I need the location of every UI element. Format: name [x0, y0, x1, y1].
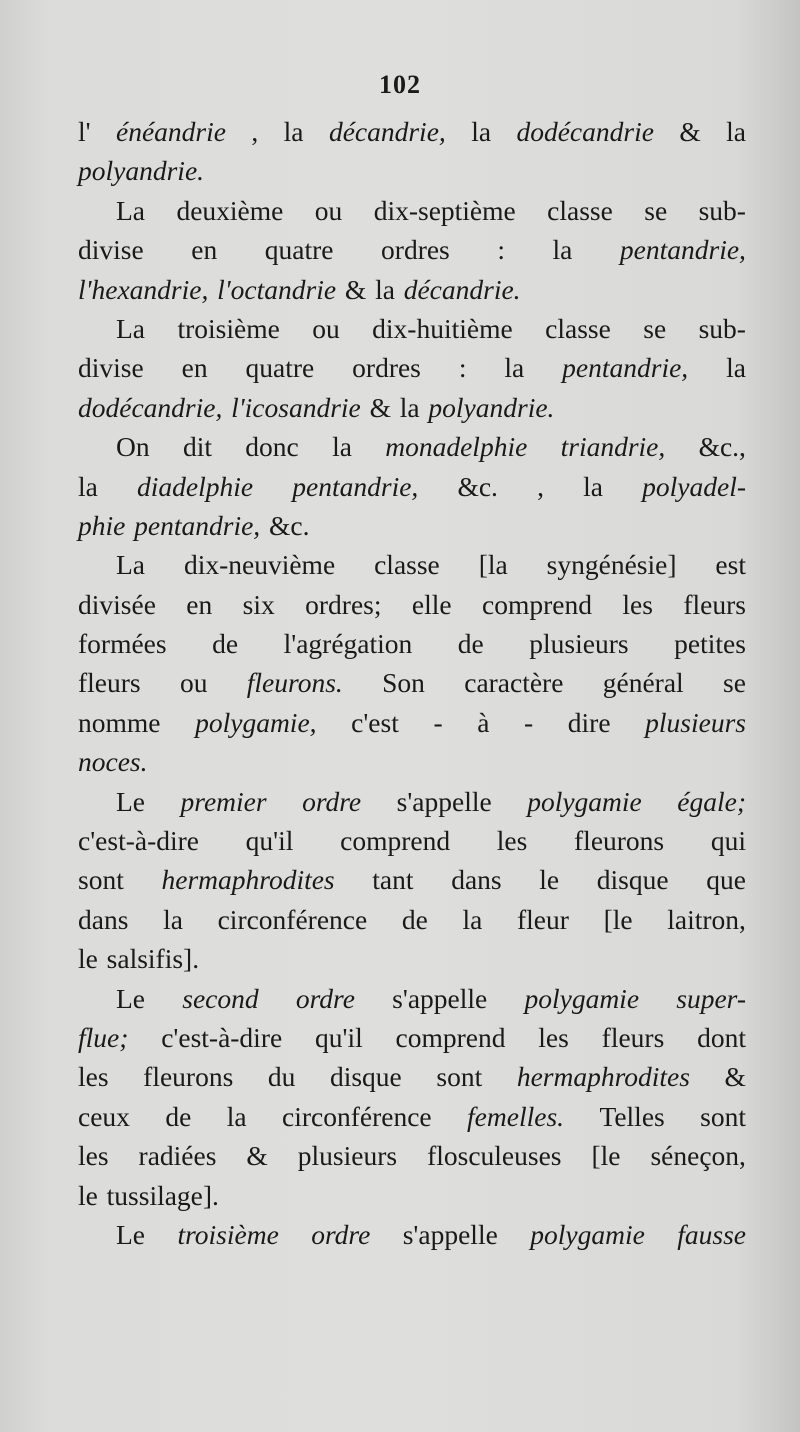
text-line: [78, 388, 746, 427]
word: se: [644, 194, 668, 226]
word: divisée: [78, 588, 156, 620]
word: deuxième: [176, 194, 284, 226]
italic-word: super-: [676, 982, 746, 1014]
italic-word: l'icosandrie: [231, 391, 361, 423]
italic-word: troisième: [177, 1218, 279, 1250]
italic-word: fausse: [677, 1218, 746, 1250]
italic-word: polygamie: [524, 982, 640, 1014]
word: s'appelle: [396, 785, 492, 817]
text-line: [78, 309, 746, 348]
word: les: [78, 1061, 109, 1093]
word: la: [471, 116, 492, 147]
word: comprend: [395, 1021, 506, 1053]
word: le: [78, 943, 98, 975]
italic-word: pentandrie,: [562, 352, 689, 384]
italic-word: polyandrie.: [78, 155, 205, 187]
word: dans: [451, 864, 502, 896]
word: fleurs: [683, 588, 746, 620]
word: fleurons: [143, 1061, 234, 1093]
italic-word: triandrie,: [560, 431, 666, 463]
word: le: [539, 864, 560, 896]
text-line: [78, 939, 746, 978]
word: plusieurs: [529, 628, 629, 660]
italic-word: diadelphie: [137, 470, 254, 502]
italic-word: premier: [180, 785, 267, 817]
word: classe: [545, 312, 611, 344]
word: &: [369, 391, 391, 423]
word: à: [477, 706, 490, 738]
word: On: [116, 431, 150, 463]
word: divise: [78, 352, 144, 384]
italic-word: pentandrie,: [619, 234, 746, 266]
word: le: [78, 1179, 98, 1211]
text-line: [78, 742, 746, 781]
word: Telles: [599, 1100, 665, 1132]
italic-word: ordre: [311, 1218, 371, 1250]
word: ou: [312, 312, 340, 344]
word: disque: [596, 864, 669, 896]
word: circonférence: [282, 1100, 432, 1132]
word: les: [496, 825, 528, 857]
word: c'est-à-dire: [161, 1021, 283, 1053]
word: la: [462, 903, 483, 935]
italic-word: égale;: [677, 785, 746, 817]
word: dans: [78, 903, 129, 935]
word: la: [283, 116, 304, 147]
word: -: [524, 706, 534, 738]
word: elle: [411, 588, 452, 620]
word: la: [399, 391, 420, 423]
text-line: [78, 821, 746, 860]
word: :: [497, 234, 505, 266]
word: en: [191, 234, 218, 266]
word: l'agrégation: [283, 628, 413, 660]
page-text: [78, 112, 746, 1254]
word: sont: [436, 1061, 483, 1093]
word: [la: [478, 549, 508, 581]
word: classe: [374, 549, 440, 581]
word: du: [267, 1061, 296, 1093]
word: formées: [78, 628, 167, 660]
word: l': [78, 116, 91, 147]
word: ou: [179, 667, 208, 699]
word: ou: [314, 194, 343, 226]
word: la: [163, 903, 183, 935]
word: six: [242, 588, 275, 620]
word: donc: [245, 431, 299, 463]
text-line: [78, 427, 746, 466]
word: séneçon,: [650, 1140, 746, 1172]
word: &c.: [268, 509, 310, 541]
word: est: [715, 549, 746, 581]
word: dix-neuvième: [183, 549, 336, 581]
word: qu'il: [245, 825, 294, 857]
word: se: [643, 312, 667, 344]
word: tant: [372, 864, 414, 896]
word: circonférence: [217, 903, 368, 935]
italic-word: fleurons.: [246, 667, 343, 699]
word: troisième: [177, 312, 280, 344]
italic-word: noces.: [78, 746, 148, 778]
word: -: [433, 706, 443, 738]
word: radiées: [138, 1140, 217, 1172]
word: salsifis].: [106, 943, 200, 975]
italic-word: ordre: [295, 982, 355, 1014]
text-line: [78, 151, 746, 190]
word: de: [401, 903, 428, 935]
word: de: [212, 628, 239, 660]
word: les: [622, 588, 653, 620]
word: la: [375, 273, 395, 305]
word: la: [226, 1100, 247, 1132]
word: sub-: [698, 312, 746, 344]
word: ceux: [78, 1100, 130, 1132]
italic-word: pentandrie,: [134, 509, 261, 541]
word: ordres: [352, 352, 421, 384]
text-line: [78, 348, 746, 387]
word: la: [504, 352, 525, 384]
text-line: [78, 624, 746, 663]
word: [le: [591, 1140, 621, 1172]
text-line: [78, 230, 746, 269]
text-line: [78, 1097, 746, 1136]
text-line: [78, 1057, 746, 1096]
word: quatre: [264, 234, 334, 266]
word: les: [538, 1021, 569, 1053]
word: [le: [603, 903, 633, 935]
text-line: [78, 782, 746, 821]
word: laitron,: [667, 903, 746, 935]
word: les: [78, 1140, 109, 1172]
word: de: [457, 628, 484, 660]
word: La: [116, 549, 146, 581]
word: La: [116, 194, 146, 226]
text-line: [78, 191, 746, 230]
italic-word: polygamie: [530, 1218, 645, 1250]
italic-word: phie: [78, 509, 126, 541]
word: la: [78, 470, 98, 502]
italic-word: décandrie.: [403, 273, 521, 305]
word: s'appelle: [392, 982, 488, 1014]
italic-word: dodécandrie,: [78, 391, 223, 423]
text-line: [78, 1176, 746, 1215]
italic-word: flue;: [78, 1021, 129, 1053]
word: fleur: [517, 903, 569, 935]
italic-word: ordre: [302, 785, 362, 817]
italic-word: décandrie,: [328, 116, 446, 147]
italic-word: polyadel-: [642, 470, 746, 502]
italic-word: polyandrie.: [428, 391, 555, 423]
word: &: [724, 1061, 746, 1093]
word: tussilage].: [106, 1179, 219, 1211]
word: se: [723, 667, 746, 699]
text-line: [78, 979, 746, 1018]
word: &: [246, 1140, 268, 1172]
italic-word: second: [182, 982, 259, 1014]
word: La: [116, 312, 146, 344]
word: Le: [116, 982, 146, 1014]
italic-word: monadelphie: [385, 431, 528, 463]
text-line: [78, 467, 746, 506]
word: dix-huitième: [372, 312, 513, 344]
italic-word: l'octandrie: [217, 273, 337, 305]
word: c'est-à-dire: [78, 825, 199, 857]
italic-word: polygamie: [527, 785, 642, 817]
word: quatre: [245, 352, 315, 384]
word: Le: [116, 785, 146, 817]
word: divise: [78, 234, 144, 266]
word: :: [458, 352, 467, 384]
italic-word: l'hexandrie,: [78, 273, 209, 305]
word: Son: [382, 667, 425, 699]
word: &c.: [457, 470, 498, 502]
word: ,: [537, 470, 544, 502]
word: dont: [697, 1021, 746, 1053]
word: fleurs: [601, 1021, 665, 1053]
text-line: [78, 703, 746, 742]
italic-word: dodécandrie: [516, 116, 654, 147]
text-line: [78, 545, 746, 584]
word: en: [181, 352, 208, 384]
italic-word: hermaphrodites: [516, 1061, 690, 1093]
word: comprend: [340, 825, 451, 857]
word: syngénésie]: [546, 549, 677, 581]
word: la: [552, 234, 573, 266]
italic-word: énéandrie: [116, 116, 226, 147]
word: plusieurs: [297, 1140, 398, 1172]
word: que: [706, 864, 746, 896]
text-line: [78, 1136, 746, 1175]
word: c'est: [351, 706, 399, 738]
word: nomme: [78, 706, 161, 738]
word: dire: [567, 706, 611, 738]
word: la: [583, 470, 603, 502]
text-line: [78, 1215, 746, 1254]
italic-word: polygamie,: [195, 706, 317, 738]
italic-word: pentandrie,: [292, 470, 419, 502]
word: dit: [182, 431, 212, 463]
text-line: [78, 506, 746, 545]
word: s'appelle: [402, 1218, 498, 1250]
text-line: [78, 270, 746, 309]
word: classe: [547, 194, 613, 226]
italic-word: femelles.: [467, 1100, 565, 1132]
word: sont: [78, 864, 124, 896]
word: petites: [674, 628, 746, 660]
word: qui: [710, 825, 746, 857]
word: ,: [251, 116, 259, 147]
text-line: [78, 860, 746, 899]
word: &c.,: [698, 431, 746, 463]
word: Le: [116, 1218, 146, 1250]
word: &: [344, 273, 367, 305]
word: sont: [700, 1100, 746, 1132]
word: qu'il: [314, 1021, 363, 1053]
text-line: [78, 112, 746, 151]
word: &: [679, 116, 701, 147]
word: caractère: [464, 667, 564, 699]
word: sub-: [698, 194, 746, 226]
word: de: [165, 1100, 192, 1132]
text-line: [78, 1018, 746, 1057]
word: en: [186, 588, 213, 620]
italic-word: plusieurs: [645, 706, 746, 738]
word: fleurons: [574, 825, 665, 857]
text-line: [78, 900, 746, 939]
text-line: [78, 585, 746, 624]
word: ordres;: [305, 588, 382, 620]
word: ordres: [381, 234, 450, 266]
word: la: [726, 116, 746, 147]
text-line: [78, 663, 746, 702]
word: la: [332, 431, 352, 463]
word: disque: [329, 1061, 402, 1093]
word: comprend: [482, 588, 592, 620]
page-number: 102: [379, 70, 421, 99]
word: général: [602, 667, 684, 699]
word: la: [726, 352, 746, 384]
word: fleurs: [78, 667, 141, 699]
italic-word: hermaphrodites: [161, 864, 335, 896]
word: flosculeuses: [427, 1140, 562, 1172]
word: dix-septième: [373, 194, 516, 226]
